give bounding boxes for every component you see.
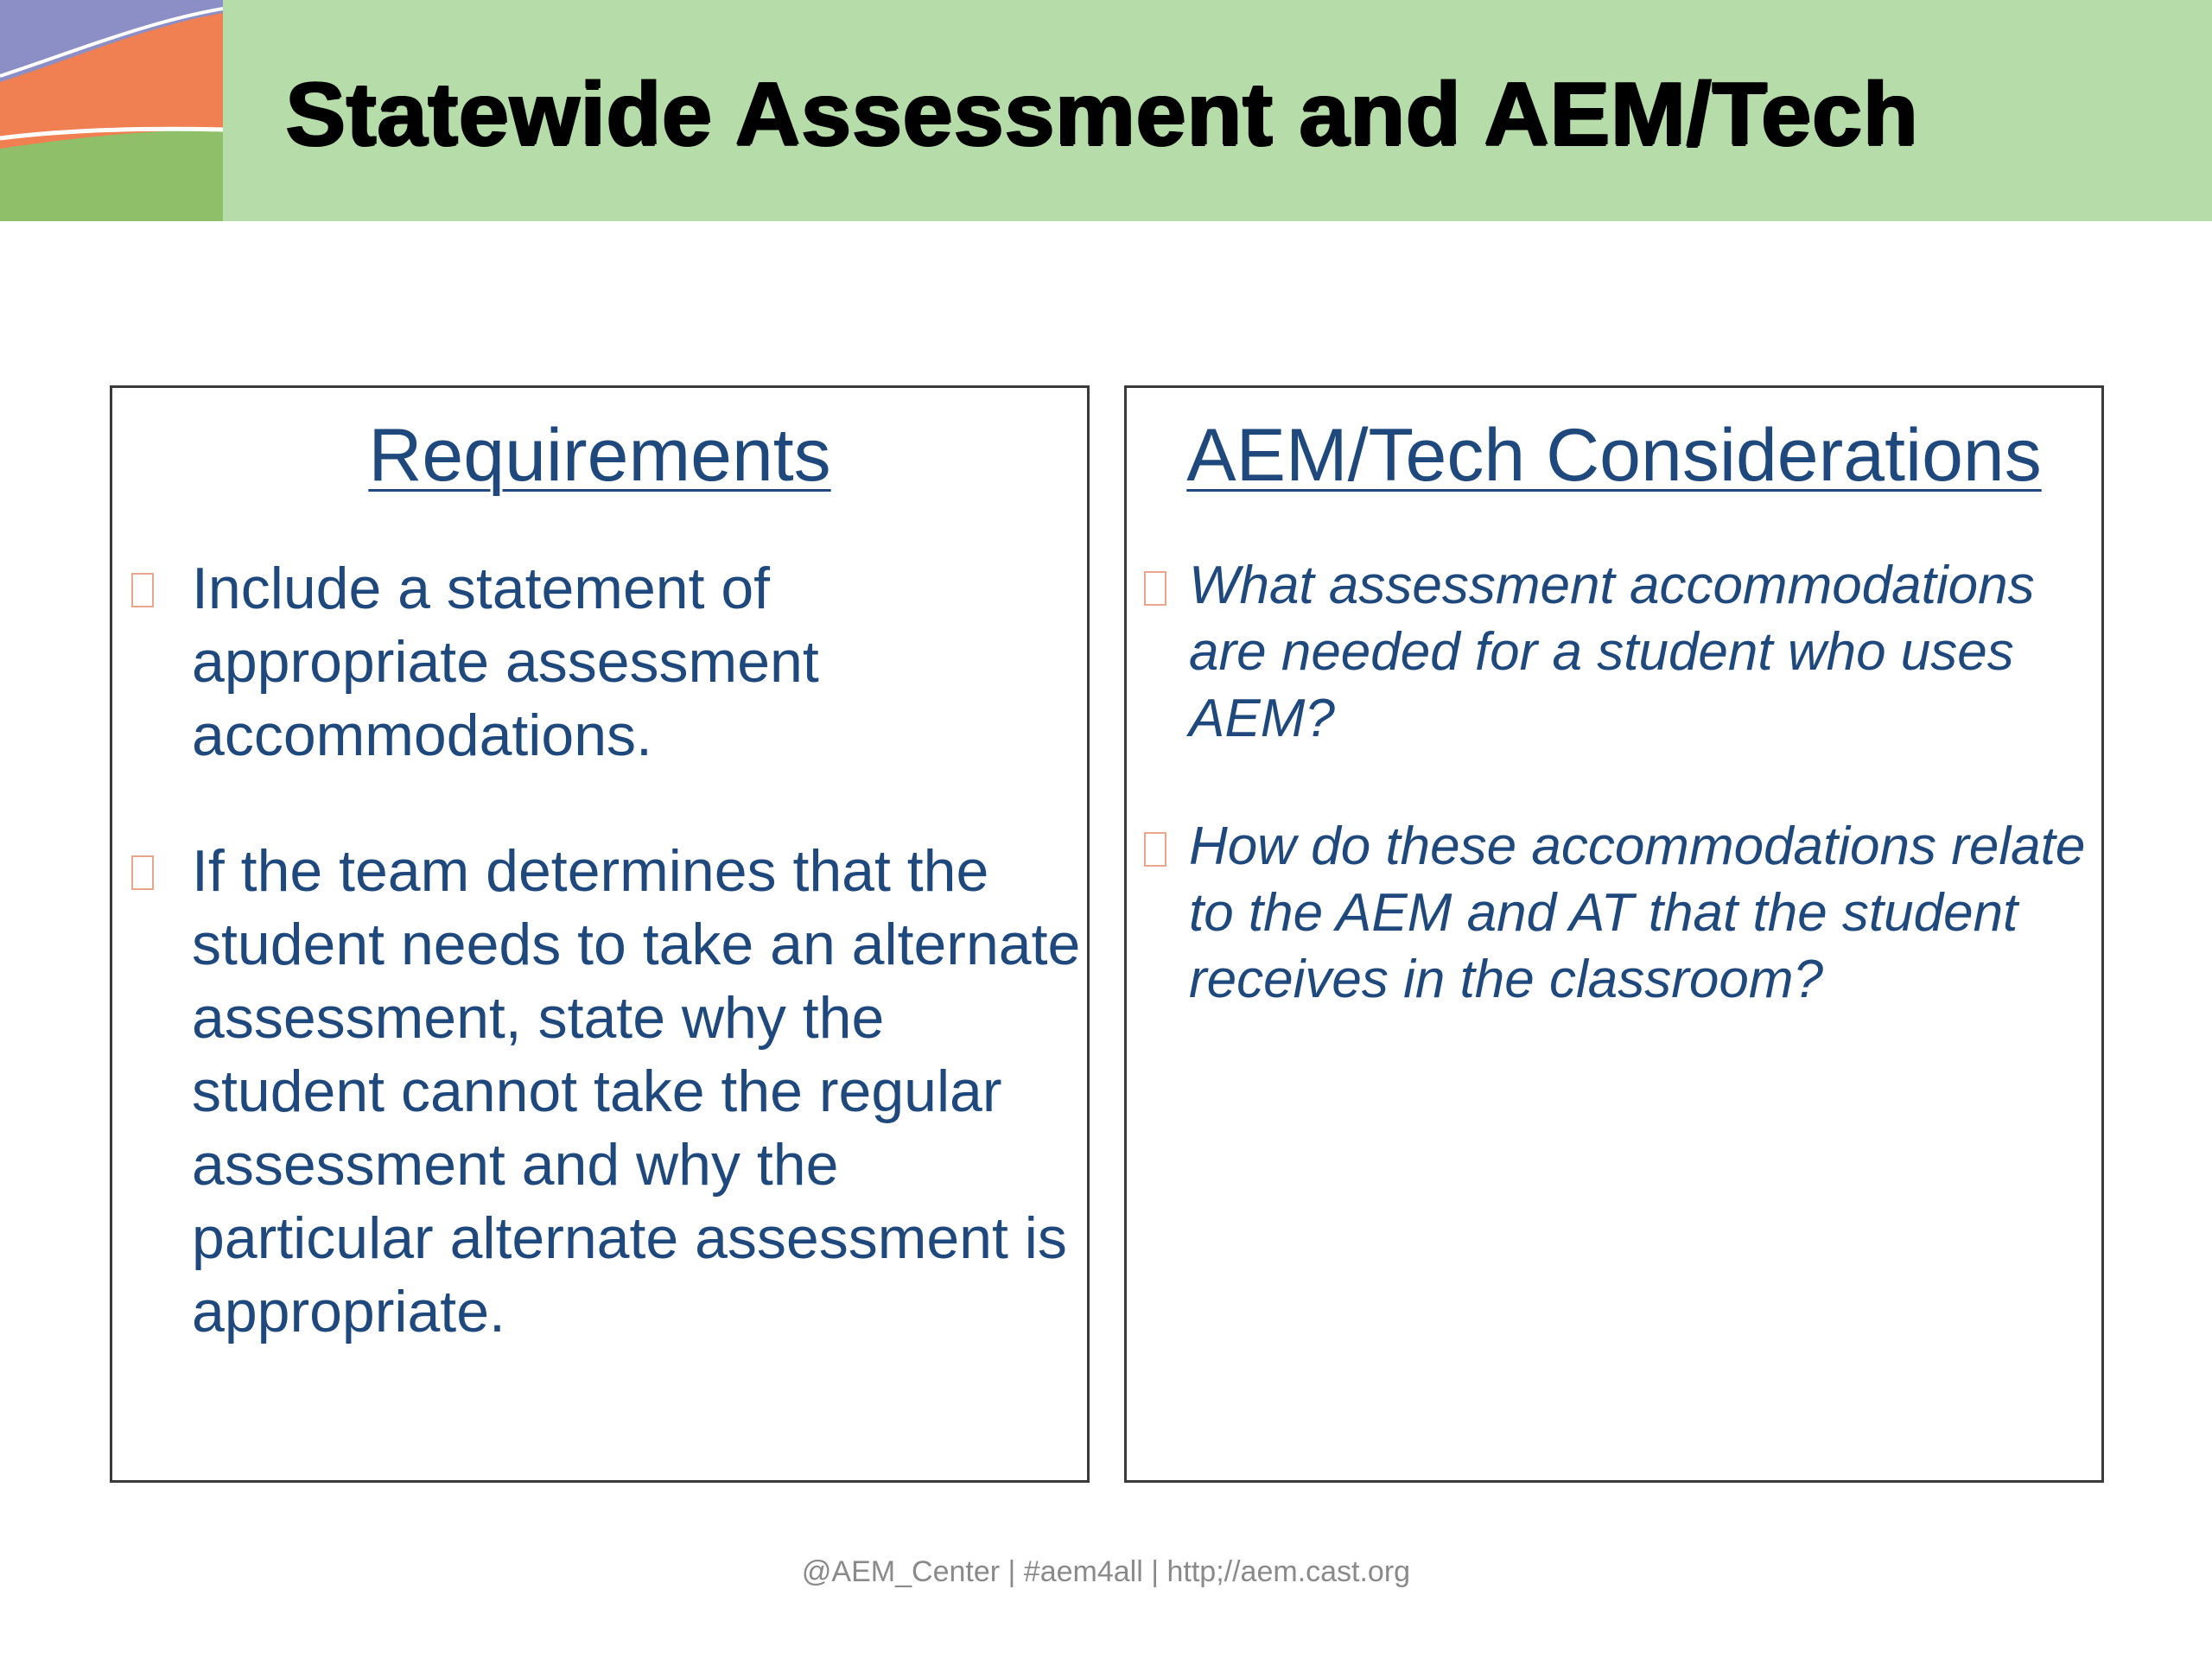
requirement-item-2 — [192, 835, 1082, 1349]
bullet-icon — [131, 855, 154, 890]
logo-wave-icon — [0, 0, 223, 221]
aem-tech-considerations-panel — [1124, 385, 2104, 1483]
bullet-icon — [131, 573, 154, 607]
slide-header — [0, 0, 2212, 221]
slide-footer: @AEM_Center | #aem4all | http;//aem.cast.org — [801, 1555, 1411, 1588]
considerations-heading: AEM/Tech Considerations — [1186, 414, 2042, 497]
requirements-panel — [110, 385, 1090, 1483]
bullet-icon — [1144, 832, 1166, 867]
consideration-item-text: What assessment accommodations are needed for a student who uses AEM? — [1189, 556, 2035, 748]
requirement-item-1 — [192, 552, 1082, 772]
requirement-item-text: If the team determines that the student needs to take an alternate assessment, state why the student cannot take the regular assessment and why the particular alternate assessment is appropriate. — [192, 838, 1081, 1344]
bullet-icon — [1144, 571, 1166, 606]
consideration-item-1 — [1189, 552, 2096, 752]
requirement-item-text: Include a statement of appropriate assessment accommodations. — [192, 556, 819, 768]
consideration-item-2 — [1189, 813, 2096, 1013]
slide-title: Statewide Assessment and AEM/Tech — [285, 64, 1919, 164]
requirements-heading: Requirements — [368, 414, 831, 497]
consideration-item-text: How do these accommodations relate to the AEM and AT that the student receives in the classroom? — [1189, 817, 2086, 1009]
